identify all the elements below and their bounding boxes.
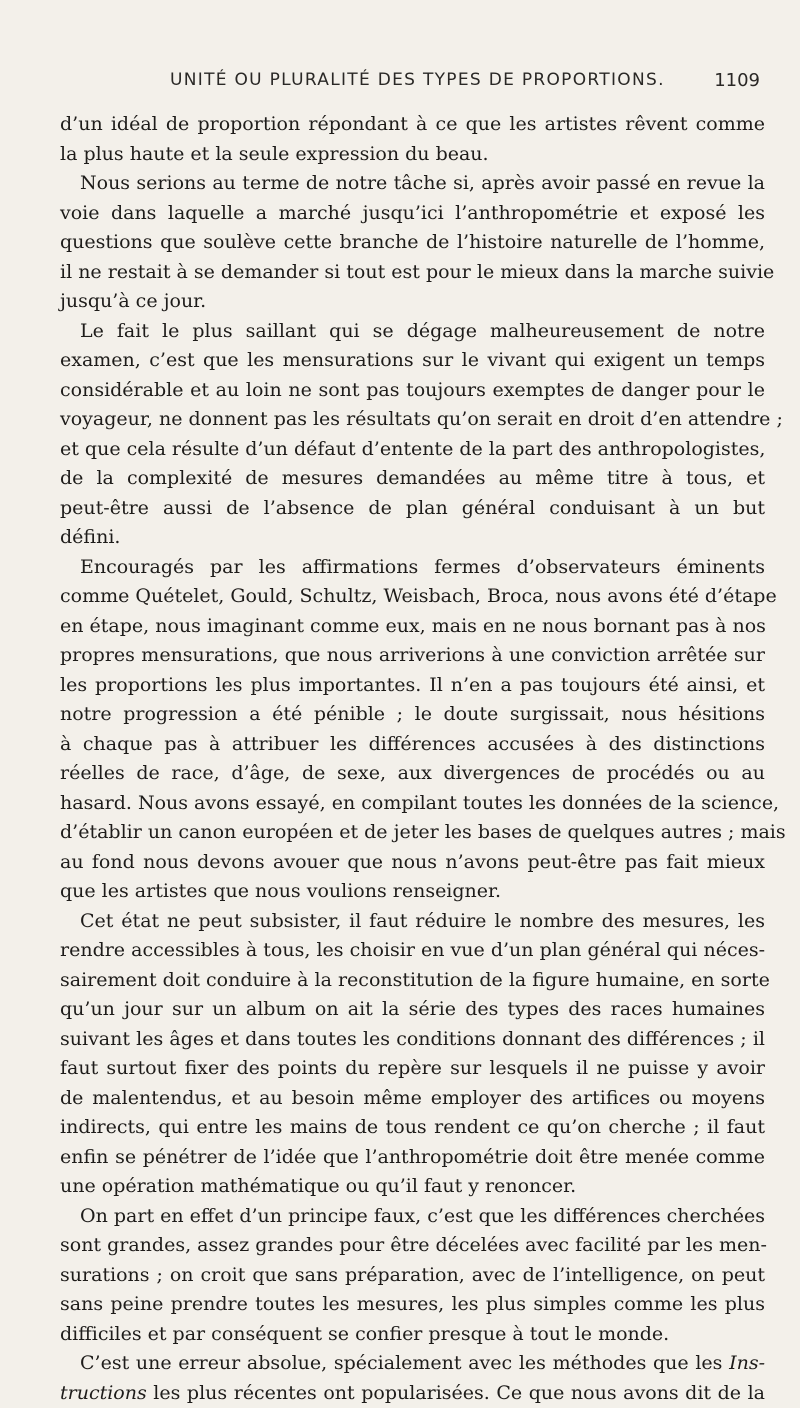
text-line-5: questions que soulève cette branche de l’histoire naturelle de l’homme, bbox=[60, 228, 765, 258]
text-line-44 bbox=[60, 1379, 765, 1408]
text-line-1: d’un idéal de proportion répondant à ce que les artistes rêvent comme bbox=[60, 110, 765, 140]
text-line-20: les proportions les plus importantes. Il n’en a pas toujours été ainsi, et bbox=[60, 671, 765, 701]
text-line-26: au fond nous devons avouer que nous n’avons peut-être pas fait mieux bbox=[60, 848, 765, 878]
text-line-25: d’établir un canon européen et de jeter les bases de quelques autres ; mais bbox=[60, 818, 765, 848]
text-line-44-suffix: les plus récentes ont popularisées. Ce que nous avons dit de la bbox=[147, 1382, 765, 1404]
running-head bbox=[60, 70, 760, 100]
text-line-6: il ne restait à se demander si tout est pour le mieux dans la marche suivie bbox=[60, 258, 765, 288]
text-line-32: suivant les âges et dans toutes les conditions donnant des différences ; il bbox=[60, 1025, 765, 1055]
page-number: 1109 bbox=[714, 70, 760, 91]
text-line-28: Cet état ne peut subsister, il faut réduire le nombre des mesures, les bbox=[60, 907, 765, 937]
text-line-42: difficiles et par conséquent se confier presque à tout le monde. bbox=[60, 1320, 765, 1350]
running-title: UNITÉ OU PLURALITÉ DES TYPES DE PROPORTIONS. bbox=[170, 70, 665, 90]
text-line-8: Le fait le plus saillant qui se dégage malheureusement de notre bbox=[60, 317, 765, 347]
instructions-italic-part-1: Ins- bbox=[729, 1352, 765, 1374]
text-line-23: réelles de race, d’âge, de sexe, aux divergences de procédés ou au bbox=[60, 759, 765, 789]
text-line-29: rendre accessibles à tous, les choisir en vue d’un plan général qui néces- bbox=[60, 936, 765, 966]
text-line-2: la plus haute et la seule expression du beau. bbox=[60, 140, 765, 170]
text-line-43-prefix: C’est une erreur absolue, spécialement avec les méthodes que les bbox=[80, 1352, 729, 1374]
text-line-15: défini. bbox=[60, 523, 765, 553]
body-text bbox=[60, 110, 765, 1408]
text-line-19: propres mensurations, que nous arriverions à une conviction arrêtée sur bbox=[60, 641, 765, 671]
text-line-12: et que cela résulte d’un défaut d’entente de la part des anthropologistes, bbox=[60, 435, 765, 465]
text-line-13: de la complexité de mesures demandées au même titre à tous, et bbox=[60, 464, 765, 494]
text-line-9: examen, c’est que les mensurations sur le vivant qui exigent un temps bbox=[60, 346, 765, 376]
text-line-17: comme Quételet, Gould, Schultz, Weisbach, Broca, nous avons été d’étape bbox=[60, 582, 765, 612]
text-line-24: hasard. Nous avons essayé, en compilant toutes les données de la science, bbox=[60, 789, 765, 819]
text-line-22: à chaque pas à attribuer les différences accusées à des distinctions bbox=[60, 730, 765, 760]
text-line-21: notre progression a été pénible ; le doute surgissait, nous hésitions bbox=[60, 700, 765, 730]
text-line-31: qu’un jour sur un album on ait la série des types des races humaines bbox=[60, 995, 765, 1025]
text-line-30: sairement doit conduire à la reconstitution de la figure humaine, en sorte bbox=[60, 966, 765, 996]
text-line-16: Encouragés par les affirmations fermes d’observateurs éminents bbox=[60, 553, 765, 583]
text-line-37: une opération mathématique ou qu’il faut y renoncer. bbox=[60, 1172, 765, 1202]
text-line-11: voyageur, ne donnent pas les résultats qu’on serait en droit d’en attendre ; bbox=[60, 405, 765, 435]
text-line-36: enfin se pénétrer de l’idée que l’anthropométrie doit être menée comme bbox=[60, 1143, 765, 1173]
text-line-10: considérable et au loin ne sont pas toujours exemptes de danger pour le bbox=[60, 376, 765, 406]
text-line-7: jusqu’à ce jour. bbox=[60, 287, 765, 317]
text-line-14: peut-être aussi de l’absence de plan général conduisant à un but bbox=[60, 494, 765, 524]
text-line-34: de malentendus, et au besoin même employer des artifices ou moyens bbox=[60, 1084, 765, 1114]
text-line-27: que les artistes que nous voulions renseigner. bbox=[60, 877, 765, 907]
text-line-33: faut surtout fixer des points du repère sur lesquels il ne puisse y avoir bbox=[60, 1054, 765, 1084]
text-line-43 bbox=[60, 1349, 765, 1379]
instructions-italic-part-2: tructions bbox=[60, 1382, 147, 1404]
text-line-39: sont grandes, assez grandes pour être décelées avec facilité par les men- bbox=[60, 1231, 765, 1261]
text-line-41: sans peine prendre toutes les mesures, les plus simples comme les plus bbox=[60, 1290, 765, 1320]
text-line-18: en étape, nous imaginant comme eux, mais en ne nous bornant pas à nos bbox=[60, 612, 765, 642]
text-line-4: voie dans laquelle a marché jusqu’ici l’anthropométrie et exposé les bbox=[60, 199, 765, 229]
text-line-40: surations ; on croit que sans préparation, avec de l’intelligence, on peut bbox=[60, 1261, 765, 1291]
text-line-3: Nous serions au terme de notre tâche si, après avoir passé en revue la bbox=[60, 169, 765, 199]
text-line-38: On part en effet d’un principe faux, c’est que les différences cherchées bbox=[60, 1202, 765, 1232]
text-line-35: indirects, qui entre les mains de tous rendent ce qu’on cherche ; il faut bbox=[60, 1113, 765, 1143]
